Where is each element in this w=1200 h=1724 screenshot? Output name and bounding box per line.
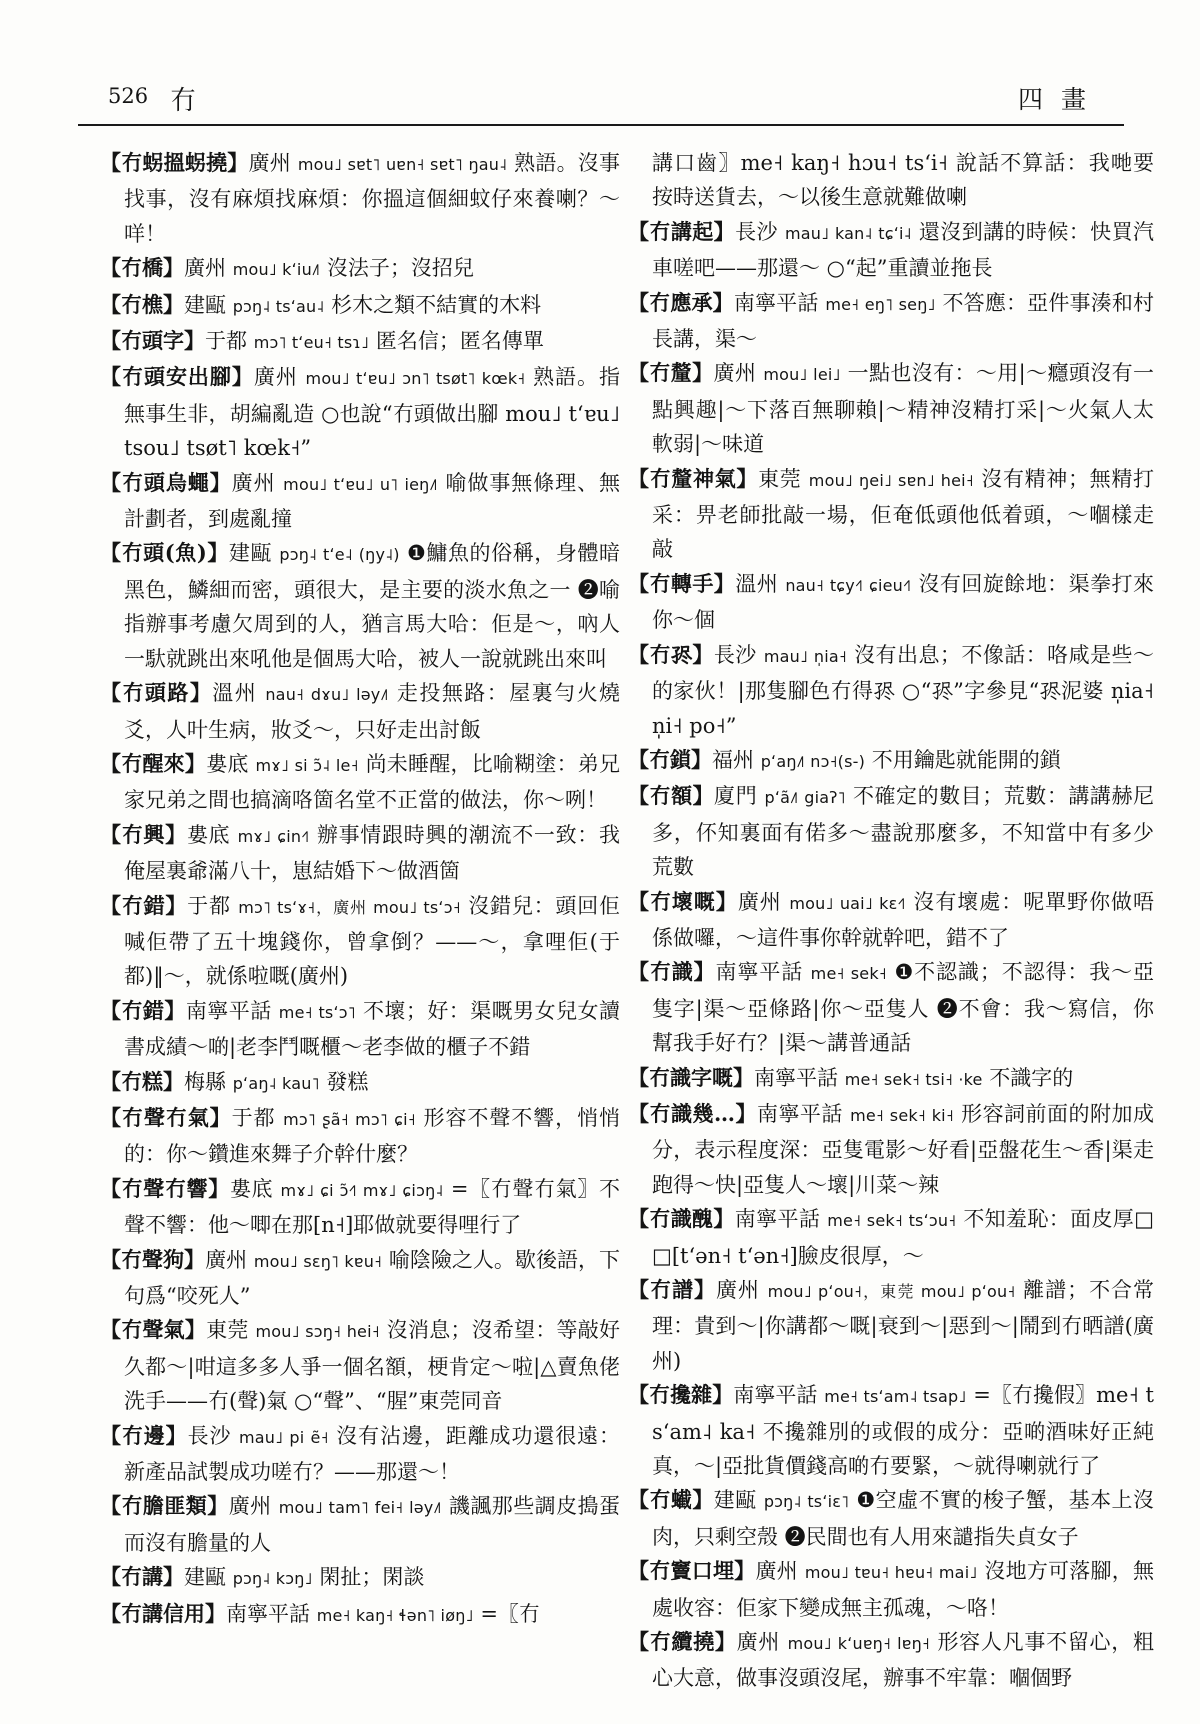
pronunciation: mou˩ tʻɐu˩ ɔn˥ tsøt˥ kœk˧ [305,369,526,389]
headword: 【冇鎖】 [628,746,712,772]
definition: 沒有回旋餘地：渠拳打來你～個 [652,571,1154,633]
dialect-location: 南寧平話 [715,960,804,985]
pronunciation: mou˩ pʻou˧，東莞 mou˩ pʻou˧ [767,1282,1016,1301]
dictionary-entry [628,462,1154,567]
dictionary-entry [100,146,620,251]
dialect-location: 南寧平話 [185,998,272,1023]
definition: ❶不認識；不認得：我～亞隻字|渠～亞條路|你～亞隻人 ❷不會：我～寫信，你幫我手好冇？|渠～講普通話 [652,960,1154,1056]
dialect-location: 廣州 [755,1559,798,1584]
dictionary-entry [100,889,620,994]
definition: 不知羞恥：面皮厚□□[tʻən˧ tʻən˧]臉皮很厚，～ [652,1207,1154,1268]
dictionary-entry [628,1061,1154,1097]
dialect-location: 建甌 [713,1488,757,1513]
pronunciation: pɔŋ˨ tsʻiɛ˥ [763,1492,850,1512]
headword: 【冇講】 [100,1564,184,1590]
dictionary-entry [100,1243,620,1314]
headword: 【冇識】 [628,959,716,985]
headword: 【冇釐神氣】 [628,465,759,491]
headword: 【冇攙雜】 [628,1382,734,1408]
dialect-location: 婁底 [229,1176,274,1201]
dialect-location: 建甌 [228,541,273,566]
definition: ❶空虛不實的梭子蟹，基本上沒肉，只剩空殼 ❷民間也有人用來譴指失貞女子 [652,1488,1154,1549]
headword: 【冇壞嘅】 [628,888,738,914]
dictionary-entry [100,1597,620,1633]
dictionary-entry [628,743,1154,779]
headword: 【冇講信用】 [100,1600,226,1626]
dialect-location: 廣州 [253,365,298,390]
dictionary-entry [100,360,620,465]
headword: 【冇識幾…】 [628,1100,757,1126]
dictionary-entry [628,146,1154,215]
dictionary-entry [100,1101,620,1172]
definition: 形容人凡事不留心，粗心大意，做事沒頭沒尾，辦事不牢靠：嗰個野 [652,1630,1154,1691]
dialect-location: 南寧平話 [756,1101,843,1126]
pronunciation: mou˩ ŋei˩ sɐn˩ hei˧ [808,470,974,490]
headword: 【冇糕】 [100,1068,184,1094]
headword: 【冇蠘】 [628,1487,714,1513]
definition: 發糕 [326,1069,369,1094]
dictionary-entry [100,288,620,324]
pronunciation: mou˩ kʻuɐŋ˧ lɐŋ˧ [787,1634,931,1654]
pronunciation: me˧ tsʻam˨ tsap˩ [824,1387,967,1407]
headword: 【冇醒來】 [100,750,207,776]
headword: 【冇興】 [100,821,187,847]
dictionary-entry [100,324,620,360]
definition: 辦事情跟時興的潮流不一致：我俺屋裏爺滿八十，崽結婚下～做酒箇 [124,822,620,884]
headword: 【冇頭烏蠅】 [100,469,232,495]
headword: 【冇識醜】 [628,1206,735,1232]
dictionary-entry [100,747,620,818]
pronunciation: pɔŋ˨ kɔŋ˩ [232,1569,313,1589]
headword: 【冇頭(魚)】 [100,540,229,566]
headword: 【冇應承】 [628,289,734,315]
dictionary-entry [628,1378,1154,1483]
dialect-location: 南寧平話 [754,1065,838,1090]
headword: 【冇樵】 [100,291,184,317]
definition: 沒地方可落腳，無處收容：佢家下變成無主孤魂，～咯！ [652,1559,1154,1620]
definition: 形容詞前面的附加成分，表示程度深：亞隻電影～好看|亞盤花生～香|渠走跑得～快|亞隻人～壞|川菜～辣 [652,1101,1154,1197]
dialect-location: 廣州 [715,1278,760,1302]
headword: 【冇𧊅搵𧊅撓】 [100,150,249,175]
dictionary-entry [100,1065,620,1101]
definition: 走投無路：屋裏勻火燒爻，人叶生病，妝爻～，只好走出討飯 [124,681,620,742]
section-title: 四畫 [1017,85,1104,114]
dialect-location: 婁底 [206,751,249,776]
definition: 匿名信；匿名傳單 [375,329,544,354]
definition: 離譜；不合常理：貴到～|你講都～嘅|衰到～|惡到～|鬧到冇晒譜(廣州) [652,1278,1154,1373]
headword: 【冇邊】 [100,1422,188,1448]
dictionary-entry [628,1554,1154,1625]
definition: ❶鱅魚的俗稱，身體暗黑色，鱗細而密，頭很大，是主要的淡水魚之一 ❷喻指辦事考慮欠周到的人，猶言馬大哈：佢是～，吶人一馱就跳出來吼他是個馬大哈，被人一說就跳出來叫 [124,541,620,671]
dictionary-entry [100,676,620,747]
dictionary-entry [100,536,620,676]
pronunciation: pɔŋ˨ tsʻau˨ [232,296,325,316]
dialect-location: 建甌 [184,1565,226,1590]
headword: 【冇錯】 [100,997,186,1023]
headword: 【冇竇口埋】 [628,1558,756,1584]
headword: 【冇聲冇響】 [100,1175,230,1201]
dialect-location: 廣州 [231,470,276,495]
dialect-location: 于都 [231,1105,276,1130]
dialect-location: 于都 [187,893,231,918]
definition: 不壞；好：渠嘅男女兒女讀書成績～啲|老李鬥嘅櫃～老李做的櫃子不錯 [124,998,620,1060]
headword: 【冇錯】 [100,892,188,918]
definition: 譏諷那些調皮搗蛋而沒有膽量的人 [124,1494,620,1555]
pronunciation: mɤ˩ ɕi ɔ̃˧˥ mɤ˩ ɕiɔŋ˨ [280,1180,444,1200]
dictionary-entry [628,955,1154,1060]
pronunciation: mou˩ tɐu˧ hɐu˧ mai˩ [804,1563,978,1583]
dialect-location: 南寧平話 [226,1601,310,1626]
dictionary-entry [100,1419,620,1490]
pronunciation: mɤ˩ ɕin˧˥ [237,826,310,846]
headword: 【冇頭字】 [100,328,205,354]
pronunciation: nau˧ tɕy˧˥ ɕieu˧˥ [785,575,912,595]
page-number: 526 [108,84,149,108]
dialect-location: 東莞 [206,1318,249,1343]
definition: 形容不聲不響，悄悄的：你～鑽進來舞子介幹什麼？ [124,1105,620,1167]
dialect-location: 溫州 [212,681,258,706]
dictionary-entry [100,994,620,1065]
pronunciation: mou˩ sɐt˥ uɐn˧ sɐt˥ ŋau˨ [297,155,508,174]
pronunciation: pʻaŋ˨ kau˥ [232,1073,320,1093]
pronunciation: pʻaŋ˩˥ nɔ˧(s-) [760,751,866,771]
definition: 沒有精神；無精打采：畀老師批敲一場，佢奄低頭他低着頭，～嗰樣走敲 [652,466,1154,562]
dictionary-entry [628,1625,1154,1696]
definition: 杉木之類不結實的木料 [331,292,542,317]
pronunciation: mɤ˩ si ɔ̃˨ le˧ [255,755,359,775]
page-character: 冇 [170,86,197,116]
right-column [628,146,1154,1706]
dictionary-entry [628,286,1154,357]
dialect-location: 廣州 [228,1494,272,1519]
headword: 【冇聲冇氣】 [100,1104,232,1130]
dictionary-entry [628,1273,1154,1378]
dictionary-entry [100,818,620,889]
definition: 沒錯兒：頭回佢喊佢帶了五十塊錢你，曾拿倒？——～，拿哩佢(于都)‖～，就係啦嘅(廣州) [124,893,620,989]
definition: 閑扯；閑談 [319,1565,425,1590]
pronunciation: pʻã˩˥ giaʔ˥ [764,788,846,808]
dialect-location: 長沙 [713,642,757,667]
pronunciation: mɔ˥ tʻeu˧ tsɿ˩ [253,333,370,353]
dialect-location: 廣州 [713,361,757,386]
pronunciation: me˧ eŋ˥ seŋ˩ [825,294,936,314]
pronunciation: mou˩ uai˩ kɛ˧˥ [789,893,906,913]
dictionary-entry [628,215,1154,286]
dialect-location: 廣州 [737,889,782,914]
headword: 【冇譜】 [628,1277,716,1302]
pronunciation: pɔŋ˨ tʻe˨ (ŋy˨) [279,545,400,565]
definition: 不識字的 [989,1065,1074,1090]
dialect-location: 廈門 [714,784,758,809]
headword: 【冇釐】 [628,360,714,386]
dialect-location: 溫州 [735,571,779,596]
dictionary-entry [628,356,1154,461]
pronunciation: mɔ˥ ʂã˧ mɔ˥ ɕi˧ [283,1109,416,1129]
definition: 喻陰險之人。歇後語，下句爲“咬死人” [124,1247,620,1308]
definition: 喻做事無條理、無計劃者，到處亂撞 [124,470,620,532]
dictionary-entry [628,1202,1154,1273]
pronunciation: mau˩ pi ẽ˧ [238,1427,329,1447]
dialect-location: 福州 [712,747,754,772]
headword: 【冇橋】 [100,255,184,281]
dialect-location: 婁底 [186,822,231,847]
definition: 還沒到講的時候：快買汽車嗟吧——那還～ ○“起”重讀並拖長 [652,219,1154,281]
dialect-location: 長沙 [187,1423,232,1448]
dictionary-entry [628,1483,1154,1554]
dictionary-entry [100,466,620,537]
definition: 沒有壞處：呢單野你做唔係做囉，～這件事你幹就幹吧，錯不了 [652,889,1154,950]
dialect-location: 廣州 [184,256,226,281]
definition: =〖冇聲冇氣〗不聲不響：他～唧在那[n˧]耶做就要得哩行了 [124,1176,620,1238]
dialect-location: 廣州 [736,1630,781,1655]
dialect-location: 南寧平話 [733,290,819,315]
pronunciation: mou˩ sɔŋ˧ hei˧ [255,1322,380,1342]
headword: 【冇頭路】 [100,680,213,706]
definition: 不用鑰匙就能開的鎖 [871,747,1061,772]
headword: 【冇轉手】 [628,570,736,596]
dictionary-entry [100,1489,620,1560]
dictionary-entry [628,638,1154,743]
headword: 【冇聲氣】 [100,1317,207,1343]
pronunciation: nau˧ dɤu˩ ləy˩˥ [265,685,389,705]
dialect-location: 廣州 [248,151,291,175]
dialect-location: 南寧平話 [734,1207,821,1232]
dictionary-entry [100,1172,620,1243]
dialect-location: 于都 [205,329,247,354]
dialect-location: 梅縣 [184,1069,226,1094]
pronunciation: mou˩ kʻiu˩˥ [232,260,321,280]
dialect-location: 南寧平話 [733,1383,818,1408]
definition: 不答應：亞件事湊和村長講，渠～ [652,290,1154,352]
dictionary-entry [628,1097,1154,1202]
dictionary-entry [628,885,1154,956]
left-column [100,146,620,1706]
definition: =〖冇 [480,1601,540,1626]
pronunciation: me˧ sek˧ ki˧ [850,1105,954,1125]
definition: 沒有出息；不像話：咯咸是些～的家伙！|那隻腳色冇得𡥧 ○“𡥧”字參見“𡥧泥婆 n̩ia˧ n̩i˧ po˧” [652,642,1154,738]
definition: 尚未睡醒，比喻糊塗：弟兄家兄弟之間也搞滴咯箇名堂不正當的做法，你～咧！ [124,751,620,813]
definition: 不確定的數目；荒數：講講赫尼多，伓知裏面有偌多～盡說那麼多，不知當中有多少荒數 [652,784,1154,880]
pronunciation: mou˩ tʻɐu˩ u˥ ieŋ˩˥ [283,474,438,494]
dialect-location: 廣州 [205,1247,248,1272]
definition: 一點也沒有：～用|～癮頭沒有一點興趣|～下落百無聊賴|～精神沒精打采|～火氣人太軟弱|～味道 [652,361,1154,457]
dialect-location: 長沙 [735,219,778,244]
definition: =〖冇攙假〗me˧ tsʻam˨ ka˧ 不攙雜別的或假的成分：亞啲酒味好正純真，～|亞批貨價錢高啲冇要緊，～就得喇就行了 [652,1383,1154,1479]
headword: 【冇識字嘅】 [628,1064,754,1090]
pronunciation: me˧ sek˧ [810,964,887,984]
dialect-location: 東莞 [758,466,802,491]
definition: 熟語。指無事生非，胡編亂造 ○也說“冇頭做出腳 mou˩ tʻɐu˩ tsou˩ tsøt˥ kœk˧” [124,365,620,461]
pronunciation: mau˩ kan˨ tɕʻi˨ [785,223,912,243]
headword: 【冇纜撓】 [628,1629,737,1655]
pronunciation: mau˩ n̩ia˧ [763,646,847,666]
dictionary-entry [628,779,1154,884]
pronunciation: mou˩ lei˩ [763,365,841,385]
headword: 【冇膽匪類】 [100,1493,229,1519]
dictionary-entry [100,1313,620,1418]
pronunciation: mɔ˥ tsʻɤ˧，廣州 mou˩ tsʻɔ˧ [238,897,461,917]
definition: 沒消息；沒希望：等敲好久都～|咁這多多人爭一個名額，梗肯定～啦|△賣魚佬洗手——冇(聲)氣 ○“聲”、“腥”東莞同音 [124,1318,620,1414]
headword: 【冇聲狗】 [100,1246,206,1272]
headword: 【冇𡥧】 [628,641,714,667]
headword: 【冇頭安出腳】 [100,364,254,390]
definition: 沒有沾邊，距離成功還很遠：新產品試製成功嗟冇？——那還～！ [124,1423,620,1485]
headword: 【冇額】 [628,783,715,809]
pronunciation: mou˩ tam˥ fei˧ ləy˩˥ [278,1498,442,1518]
definition: 沒法子；沒招兒 [326,256,474,281]
pronunciation: me˧ sek˧ tsʻɔu˧ [827,1211,957,1231]
dialect-location: 建甌 [184,292,226,317]
pronunciation: mou˩ sɛŋ˥ kɐu˧ [253,1251,383,1271]
pronunciation: me˧ sek˧ tsi˧ ·ke [844,1069,983,1089]
page-header [78,80,1124,126]
entry-continuation: 講口齒〗me˧ kaŋ˧ hɔu˧ tsʻi˧ 說話不算話：我哋要按時送貨去，～以後生意就難做喇 [652,151,1154,210]
dictionary-entry [100,1560,620,1596]
dictionary-entry [100,251,620,287]
pronunciation: me˧ kaŋ˧ ɬən˥ iøŋ˩ [316,1605,474,1625]
headword: 【冇講起】 [628,218,736,244]
dictionary-entry [628,567,1154,638]
pronunciation: me˧ tsʻɔ˥ [278,1002,356,1022]
definition: 熟語。沒事找事，沒有麻煩找麻煩：你搵這個細蚊仔來養喇？～咩！ [124,151,620,246]
